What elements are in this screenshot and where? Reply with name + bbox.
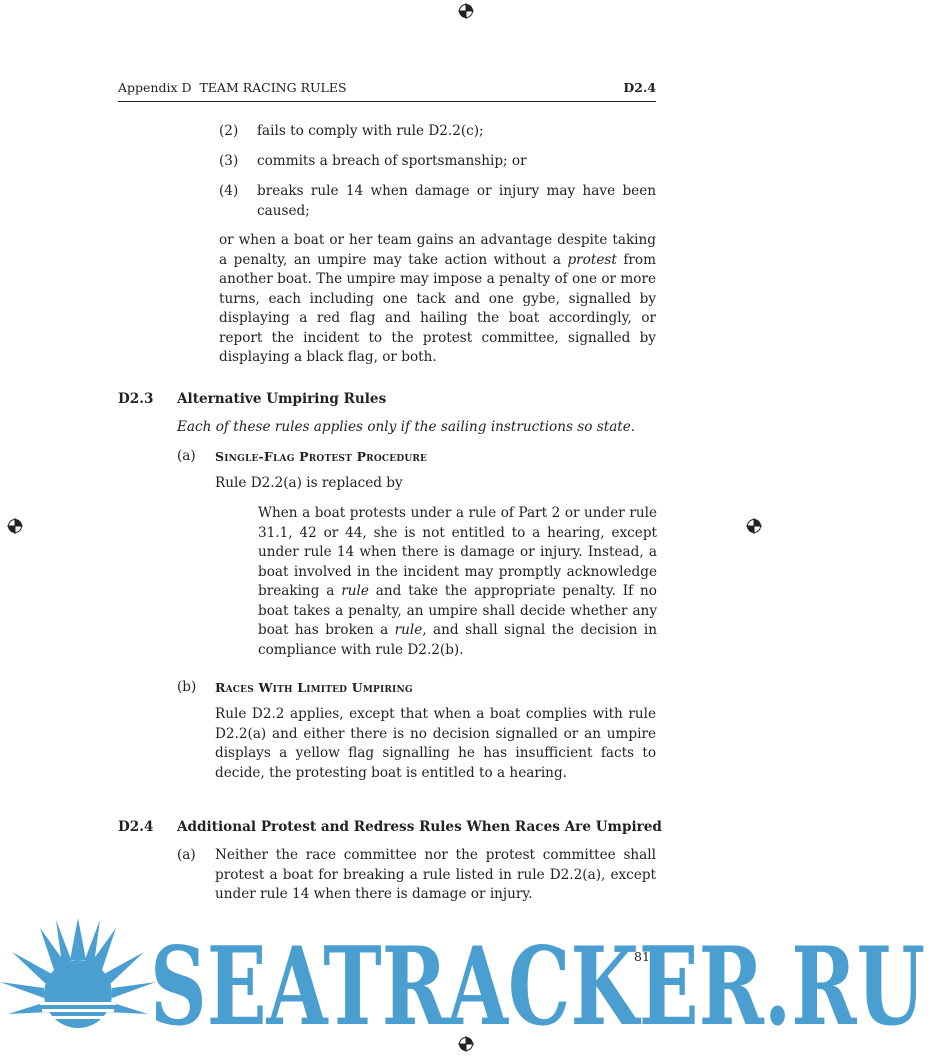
continuation-text-2: from another boat. The umpire may impose a penalty of one or more turns, each including one tack and one gybe, signalled by displaying a red flag and hailing the boat accordingly, or report the incident to the protest committee, signalled by displaying a black flag, or both. [219,251,656,365]
section-code: D2.4 [118,819,154,835]
seatracker-watermark-logo [0,912,933,1032]
defined-term-rule: rule [341,583,369,599]
item-number: (3) [219,153,239,169]
item-number: (2) [219,123,239,139]
registration-mark-left [7,518,23,534]
subrule-number: (a) [177,448,196,464]
section-title: Additional Protest and Redress Rules When Races Are Umpired [177,819,662,835]
section-code: D2.3 [118,391,154,407]
list-item [219,182,656,222]
subrule-title: Single-Flag Protest Procedure [215,449,428,464]
header-code: D2.4 [623,80,656,95]
watermark-text: SEATRACKER.RU [150,924,925,1032]
registration-mark-right [746,518,762,534]
item-number: (4) [219,183,239,199]
item-text: Neither the race committee nor the protest committee shall protest a boat for breaking a rule listed in rule D2.2(a), except under rule 14 when there is damage or injury. [215,847,656,902]
quote-text-1: When a boat protests under a rule of Part 2 or under rule 31.1, 42 or 44, she is not entitled to a hearing, except under rule 14 when there is damage or injury. Instead, a boat involved in the incident may promptly acknowledge breaking a [258,505,657,599]
item-number: (a) [177,847,196,863]
header-section: Appendix D TEAM RACING RULES [118,80,347,95]
registration-mark-bottom [458,1036,474,1052]
quote-text-3: , and shall signal the decision in compliance with rule D2.2(b). [258,622,657,658]
item-text: commits a breach of sportsmanship; or [257,153,527,169]
item-text: fails to comply with rule D2.2(c); [257,123,484,139]
subrule-b-text: Rule D2.2 applies, except that when a boat complies with rule D2.2(a) and either there is no decision signalled or an umpire displays a yellow flag signalling he has insufficient facts to decide, the protesting boat is entitled to a hearing. [215,706,656,781]
item-text: breaks rule 14 when damage or injury may have been caused; [257,183,656,219]
subrule-lead: Rule D2.2(a) is replaced by [215,475,403,491]
section-title: Alternative Umpiring Rules [177,391,387,407]
header-rule [118,101,656,102]
continuation-paragraph [219,231,656,368]
defined-term-rule: rule [394,622,423,638]
section-intro: Each of these rules applies only if the sailing instructions so state. [177,419,636,435]
subrule-title: Races With Limited Umpiring [215,680,413,695]
continuation-text-1: or when a boat or her team gains an advantage despite taking a penalty, an umpire may take action without a [219,232,656,268]
defined-term-protest: protest [567,251,617,268]
replacement-quote [258,504,657,660]
subrule-number: (b) [177,679,197,695]
page-number: 81 [634,949,650,964]
registration-mark-top [458,3,474,19]
quote-text-2: and take the appropriate penalty. If no boat takes a penalty, an umpire shall decide whether any boat has broken a [258,583,657,638]
